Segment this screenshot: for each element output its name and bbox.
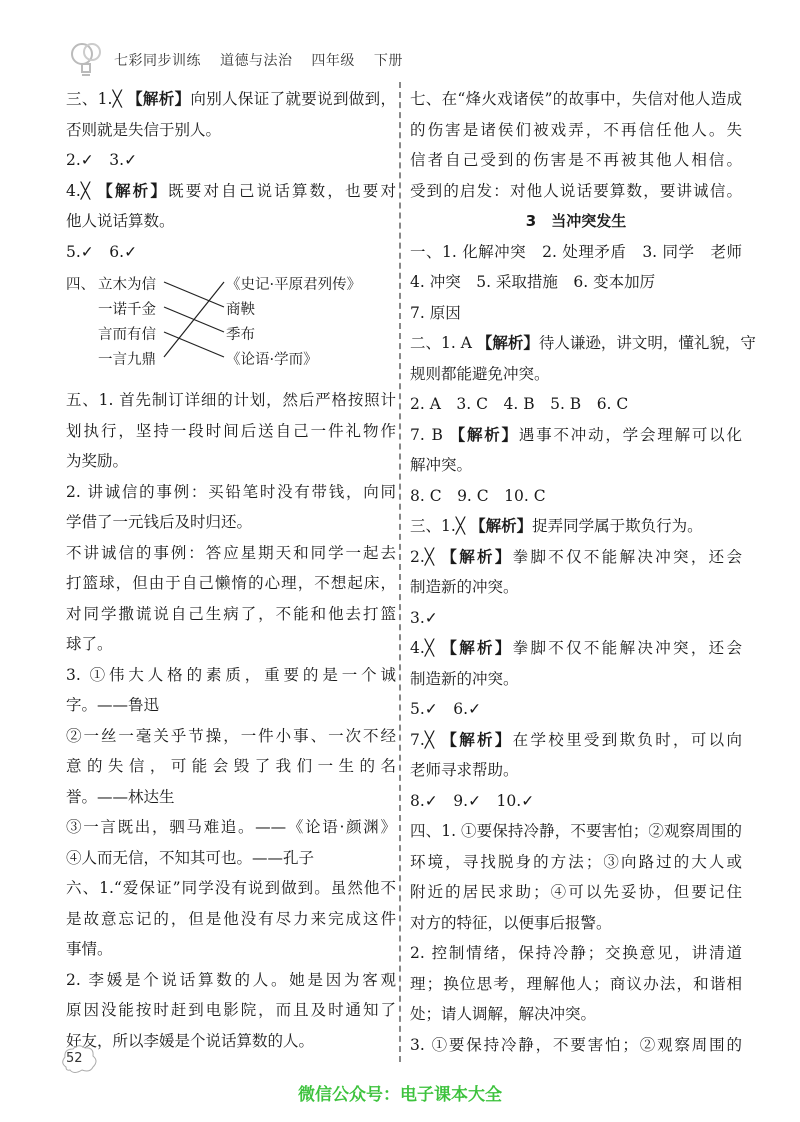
analysis-tag: 【解析】: [470, 517, 533, 535]
answer-text: 一、1. 化解冲突 2. 处理矛盾 3. 同学 老师: [410, 242, 742, 261]
text-line: [66, 843, 396, 874]
answer-text: 2. 李媛是个说话算数的人。她是因为客观: [66, 970, 396, 989]
text-line: [410, 786, 742, 817]
analysis-text: 向别人保证了就要说到做到，: [190, 90, 396, 108]
volume-label: 下册: [373, 53, 403, 69]
answer-text: 制造新的冲突。: [410, 669, 519, 688]
text-line: [66, 84, 396, 115]
answer-text: 制造新的冲突。: [410, 578, 519, 596]
analysis-text: 既要对自己说话算数，也要对: [168, 181, 396, 200]
answer-text: 4.╳: [410, 639, 442, 657]
answer-text: 否则就是失信于别人。: [66, 120, 222, 139]
text-line: [410, 725, 742, 756]
answer-text: 7. 原因: [410, 303, 461, 322]
analysis-text: 拳脚不仅不能解决冲突，还会: [512, 547, 742, 566]
text-line: [410, 969, 742, 1000]
text-line: [410, 664, 742, 695]
text-line: [410, 603, 742, 634]
answer-text: 8. C 9. C 10. C: [410, 486, 546, 505]
text-line: [66, 995, 396, 1026]
answer-text: 字。——鲁迅: [66, 696, 160, 714]
answer-text: 4.╳: [66, 181, 98, 200]
text-line: [410, 420, 742, 451]
answer-text: 四、1. ①要保持冷静，不要害怕；②观察周围的: [410, 822, 742, 840]
match-connector: [164, 282, 224, 307]
text-line: [410, 572, 742, 603]
text-line: [410, 877, 742, 908]
text-line: [66, 538, 396, 569]
answer-text: 划执行，坚持一段时间后送自己一件礼物作: [66, 421, 396, 440]
match-right-item: 商鞅: [226, 302, 255, 318]
answer-text: 5.✓ 6.✓: [410, 700, 482, 718]
answer-text: 2.✓ 3.✓: [66, 151, 138, 169]
text-line: [66, 145, 396, 176]
answer-text: 附近的居民求助；④可以先妥协，但要记住: [410, 883, 742, 901]
answer-text: 解冲突。: [410, 456, 473, 474]
text-line: [66, 904, 396, 935]
answer-text: 3. ①伟大人格的素质，重要的是一个诚: [66, 665, 396, 684]
answer-text: 六、1.“爱保证”同学没有说到做到。虽然他不: [66, 879, 396, 897]
text-line: [410, 145, 742, 176]
text-line: [410, 481, 742, 512]
grade-label: 四年级: [311, 53, 355, 69]
left-column: [66, 84, 396, 1056]
answer-text: 规则都能避免冲突。: [410, 364, 550, 383]
analysis-text: 捉弄同学属于欺负行为。: [532, 517, 703, 535]
text-line: [66, 599, 396, 630]
subject-title: 道德与法治: [219, 53, 293, 69]
text-line: [66, 477, 396, 508]
analysis-tag: 【解析】: [476, 334, 539, 352]
text-line: [410, 755, 742, 786]
answer-text: 好友，所以李媛是个说话算数的人。: [66, 1031, 315, 1050]
answer-text: ②一丝一毫关乎节操，一件小事、一次不经: [66, 726, 396, 745]
text-line: [66, 751, 396, 782]
answer-text: 2. 讲诚信的事例：买铅笔时没有带钱，向同: [66, 482, 396, 501]
answer-text: 誉。——林达生: [66, 787, 175, 806]
column-divider: [399, 82, 401, 1062]
match-connector: [164, 282, 224, 357]
answer-text: 3. ①要保持冷静，不要害怕；②观察周围的: [410, 1035, 742, 1054]
text-line: [410, 847, 742, 878]
text-line: [410, 450, 742, 481]
text-line: [66, 446, 396, 477]
text-line: [410, 359, 742, 390]
section-heading: 3 当冲突发生: [525, 212, 627, 230]
text-line: [66, 1026, 396, 1057]
text-line: [410, 115, 742, 146]
answer-text: 不讲诚信的事例：答应星期天和同学一起去: [66, 543, 396, 562]
text-line: [410, 908, 742, 939]
answer-text: 理；换位思考，理解他人；商议办法，和谐相: [410, 974, 742, 993]
text-line: [66, 934, 396, 965]
answer-text: 信者自己受到的伤害是不再被其他人相信。: [410, 151, 742, 169]
answer-text: 对同学撒谎说自己生病了，不能和他去打篮: [66, 604, 396, 623]
match-right-item: 《史记·平原君列传》: [226, 277, 362, 293]
answer-text: 7. B: [410, 425, 450, 444]
analysis-tag: 【解析】: [97, 181, 169, 200]
text-line: [66, 115, 396, 146]
text-line: [410, 633, 742, 664]
text-line: [66, 782, 396, 813]
answer-text: 五、1. 首先制订详细的计划，然后严格按照计: [66, 391, 396, 409]
match-right-item: 《论语·学而》: [226, 352, 318, 368]
lightbulb-logo-icon: [68, 40, 104, 80]
text-line: [410, 694, 742, 725]
answer-text: 7.╳: [410, 730, 442, 749]
answer-text: 意的失信，可能会毁了我们一生的名: [66, 757, 396, 775]
text-line: [410, 298, 742, 329]
analysis-text: 拳脚不仅不能解决冲突，还会: [512, 639, 742, 657]
text-line: [410, 84, 742, 115]
answer-text: 4. 冲突 5. 采取措施 6. 变本加厉: [410, 273, 656, 291]
text-line: [66, 568, 396, 599]
answer-text: ④人而无信，不知其可也。——孔子: [66, 848, 315, 867]
analysis-tag: 【解析】: [441, 547, 513, 566]
text-line: [66, 721, 396, 752]
answer-text: 学借了一元钱后及时归还。: [66, 513, 253, 531]
answer-text: 2.╳: [410, 547, 442, 566]
text-line: [410, 328, 756, 359]
match-right-item: 季布: [226, 327, 255, 343]
answer-text: 环境，寻找脱身的方法；③向路过的大人或: [410, 852, 742, 871]
answer-text: 5.✓ 6.✓: [66, 242, 138, 261]
text-line: [66, 690, 396, 721]
answer-text: ③一言既出，驷马难追。——《论语·颜渊》: [66, 818, 396, 836]
matching-exercise: [66, 267, 396, 385]
match-connector: [164, 332, 224, 357]
text-line: [66, 206, 396, 237]
answer-text: 原因没能按时赶到电影院，而且及时通知了: [66, 1001, 396, 1019]
analysis-text: 待人谦逊，讲文明，懂礼貌，守: [538, 334, 756, 352]
text-line: [66, 965, 396, 996]
right-column: [410, 84, 756, 1060]
answer-text: 的伤害是诸侯们被戏弄，不再信任他人。失: [410, 120, 742, 139]
text-line: [410, 267, 742, 298]
text-line: [66, 176, 396, 207]
text-line: [66, 629, 396, 660]
analysis-tag: 【解析】: [127, 90, 191, 108]
analysis-tag: 【解析】: [449, 425, 519, 444]
match-lines: [66, 267, 396, 385]
answer-text: 对方的特征，以便事后报警。: [410, 913, 612, 932]
answer-text: 3.✓: [410, 608, 438, 627]
match-left-item: 言而有信: [98, 327, 156, 343]
text-line: [410, 511, 742, 542]
page-number: 52: [60, 1043, 100, 1077]
answer-text: 他人说话算数。: [66, 212, 175, 230]
text-line: [410, 816, 742, 847]
text-line: [66, 812, 396, 843]
analysis-text: 在学校里受到欺负时，可以向: [512, 730, 742, 749]
answer-text: 2. A 3. C 4. B 5. B 6. C: [410, 395, 629, 413]
analysis-tag: 【解析】: [441, 730, 513, 749]
text-line: [410, 542, 742, 573]
answer-text: 事情。: [66, 940, 113, 958]
match-left-item: 立木为信: [98, 277, 156, 293]
text-line: [66, 385, 396, 416]
page-header: [68, 40, 768, 80]
text-line: [66, 873, 396, 904]
text-line: [66, 507, 396, 538]
series-title: 七彩同步训练: [114, 53, 201, 69]
answer-text: 为奖励。: [66, 452, 129, 470]
answer-text: 七、在“烽火戏诸侯”的故事中，失信对他人造成: [410, 90, 742, 108]
match-left-item: 一诺千金: [98, 302, 156, 318]
text-line: [410, 999, 742, 1030]
analysis-text: 遇事不冲动，学会理解可以化: [518, 425, 742, 444]
text-line: [410, 176, 742, 207]
answer-text: 打篮球，但由于自己懒惰的心理，不想起床，: [66, 574, 396, 592]
answer-text: 球了。: [66, 635, 113, 653]
answer-text: 二、1. A: [410, 334, 477, 352]
analysis-tag: 【解析】: [441, 639, 513, 657]
answer-text: 老师寻求帮助。: [410, 761, 519, 779]
answer-text: 三、1.╳: [410, 517, 471, 535]
answer-text: 受到的启发：对他人说话要算数，要讲诚信。: [410, 181, 742, 200]
match-prefix: 四、: [66, 277, 95, 293]
text-line: [410, 1030, 742, 1061]
text-line: [66, 416, 396, 447]
answer-text: 处；请人调解，解决冲突。: [410, 1005, 597, 1023]
text-line: [66, 660, 396, 691]
text-line: [66, 237, 396, 268]
footer-watermark: 微信公众号：电子课本大全: [298, 1085, 502, 1105]
answer-text: 是故意忘记的，但是他没有尽力来完成这件: [66, 909, 396, 928]
text-line: [410, 938, 742, 969]
text-line: [410, 237, 742, 268]
answer-text: 2. 控制情绪，保持冷静；交换意见，讲清道: [410, 944, 742, 962]
answer-text: 8.✓ 9.✓ 10.✓: [410, 791, 535, 810]
answer-text: 三、1.╳: [66, 90, 128, 108]
match-left-item: 一言九鼎: [98, 352, 156, 368]
text-line: [410, 389, 742, 420]
